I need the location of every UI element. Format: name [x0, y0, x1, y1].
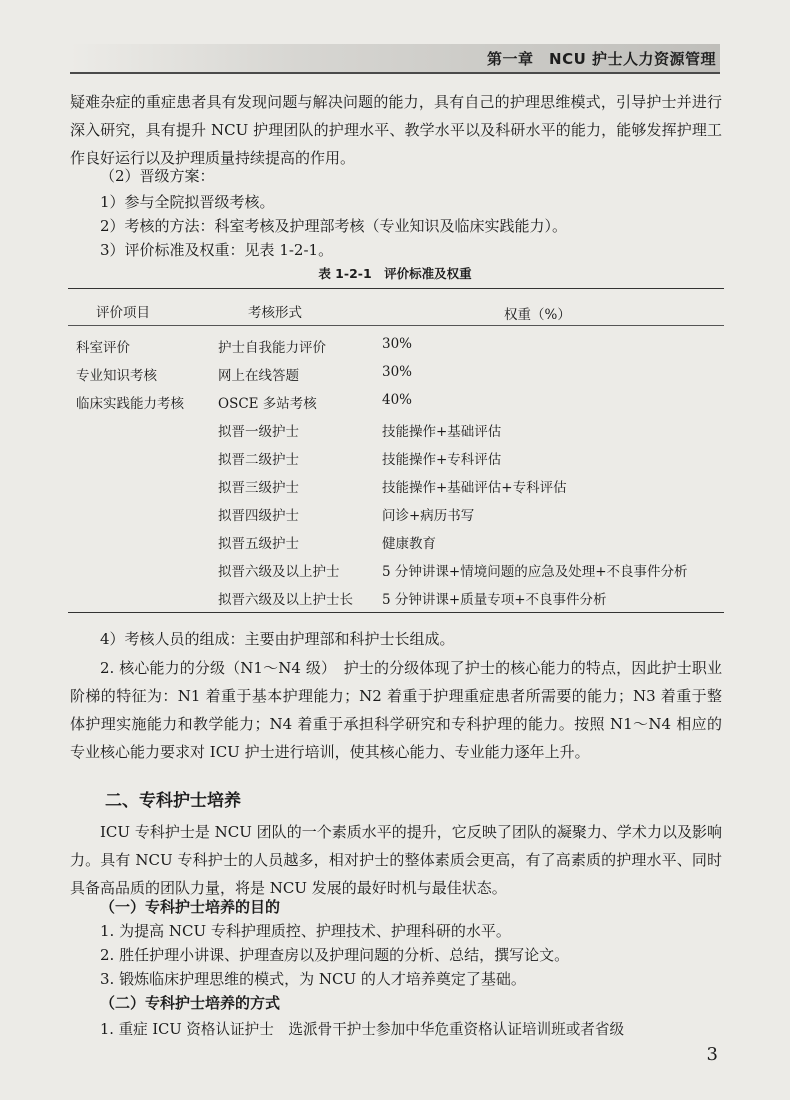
- table-cell: 5 分钟讲课+情境问题的应急及处理+不良事件分析: [382, 564, 688, 580]
- purpose-heading: （一）专科护士培养的目的: [100, 898, 281, 916]
- table-cell: 5 分钟讲课+质量专项+不良事件分析: [382, 592, 607, 608]
- table-cell: 拟晋三级护士: [218, 480, 299, 496]
- table-cell: 科室评价: [76, 340, 130, 356]
- page-number: 3: [706, 1044, 718, 1065]
- table-cell: 40%: [382, 392, 413, 408]
- table-header-cell: 评价项目: [96, 305, 150, 321]
- table-cell: 拟晋一级护士: [218, 424, 299, 440]
- table-header-cell: 考核形式: [248, 305, 302, 321]
- promotion-heading: （2）晋级方案：: [100, 167, 215, 185]
- purpose-item: 1. 为提高 NCU 专科护理质控、护理技术、护理科研的水平。: [100, 922, 511, 940]
- table-cell: 健康教育: [382, 536, 436, 552]
- table-cell: 技能操作+基础评估: [382, 424, 502, 440]
- promotion-item: 1）参与全院拟晋级考核。: [100, 193, 275, 211]
- core-ability-paragraph: 2. 核心能力的分级（N1～N4 级） 护士的分级体现了护士的核心能力的特点，因此护士职业阶梯的特征为：N1 着重于基本护理能力；N2 着重于护理重症患者所需要的能力；N3 着重于整体护理实施能力和教学能力；N4 着重于承担科学研究和专科护理的能力。按照 N1～N4 相应的专业核心能力要求对 ICU 护士进行培训，使其核心能力、专业能力逐年上升。: [70, 659, 722, 761]
- section-paragraph: ICU 专科护士是 NCU 团队的一个素质水平的提升，它反映了团队的凝聚力、学术力以及影响力。具有 NCU 专科护士的人员越多，相对护士的整体素质会更高，有了高素质的护理水平、同时具备高品质的团队力量，将是 NCU 发展的最好时机与最佳状态。: [70, 823, 722, 897]
- table-cell: 拟晋五级护士: [218, 536, 299, 552]
- table-cell: 网上在线答题: [218, 368, 299, 384]
- table-cell: 技能操作+专科评估: [382, 452, 502, 468]
- table-cell: 护士自我能力评价: [218, 340, 326, 356]
- running-header-title: 第一章 NCU 护士人力资源管理: [487, 50, 716, 68]
- table-cell: 拟晋二级护士: [218, 452, 299, 468]
- table-header-rule: [68, 325, 724, 326]
- table-cell: 拟晋四级护士: [218, 508, 299, 524]
- section-title: 二、专科护士培养: [105, 791, 241, 811]
- purpose-item: 3. 锻炼临床护理思维的模式，为 NCU 的人才培养奠定了基础。: [100, 970, 526, 988]
- table-cell: 30%: [382, 364, 413, 380]
- table-caption: 表 1-2-1 评价标准及权重: [318, 266, 472, 281]
- intro-paragraph: 疑难杂症的重症患者具有发现问题与解决问题的能力，具有自己的护理思维模式，引导护士并进行深入研究，具有提升 NCU 护理团队的护理水平、教学水平以及科研水平的能力，能够发挥护理工作良好运行以及护理质量持续提高的作用。: [70, 93, 722, 167]
- table-cell: 问诊+病历书写: [382, 508, 475, 524]
- table-header-cell: 权重（%）: [504, 307, 571, 323]
- table-cell: 30%: [382, 336, 413, 352]
- table-top-rule: [68, 288, 724, 289]
- table-bottom-rule: [68, 612, 724, 613]
- table-cell: 专业知识考核: [76, 368, 157, 384]
- table-cell: OSCE 多站考核: [218, 396, 317, 412]
- table-cell: 拟晋六级及以上护士: [218, 564, 340, 580]
- purpose-item: 2. 胜任护理小讲课、护理查房以及护理问题的分析、总结，撰写论文。: [100, 946, 570, 964]
- method-item: 1. 重症 ICU 资格认证护士 选派骨干护士参加中华危重资格认证培训班或者省级: [100, 1021, 625, 1038]
- table-cell: 拟晋六级及以上护士长: [218, 592, 353, 608]
- table-cell: 技能操作+基础评估+专科评估: [382, 480, 567, 496]
- promotion-item: 2）考核的方法：科室考核及护理部考核（专业知识及临床实践能力）。: [100, 217, 568, 235]
- method-heading: （二）专科护士培养的方式: [100, 994, 281, 1012]
- table-cell: 临床实践能力考核: [76, 396, 184, 412]
- assessors-line: 4）考核人员的组成：主要由护理部和科护士长组成。: [100, 630, 455, 648]
- promotion-item: 3）评价标准及权重：见表 1-2-1。: [100, 241, 334, 259]
